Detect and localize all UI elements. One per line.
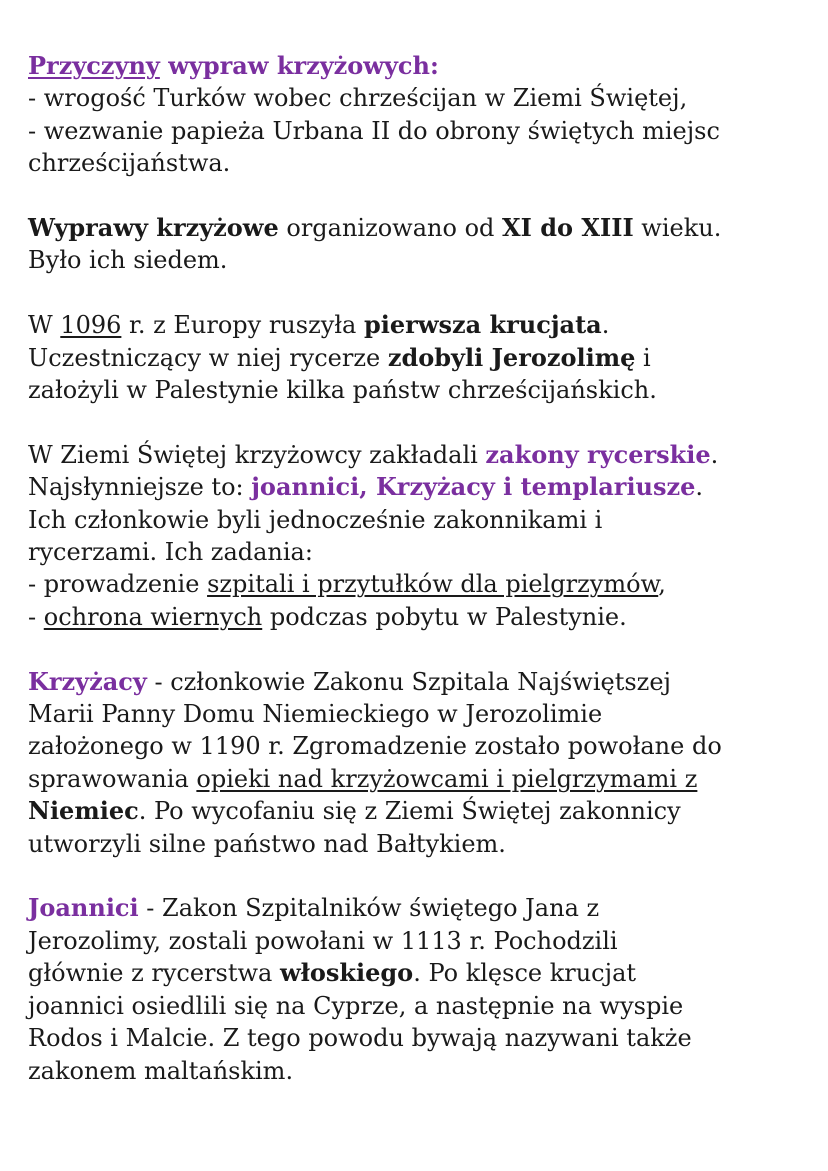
hospitallers-term: Joannici	[28, 893, 139, 923]
first-l2-end: i	[635, 343, 651, 372]
paragraph-gap	[28, 277, 808, 309]
hospitallers-line-6: zakonem maltańskim.	[28, 1056, 294, 1085]
paragraph-gap	[28, 406, 808, 438]
crusades-text: organizowano od	[278, 214, 503, 243]
orders-l5-end: ,	[658, 570, 666, 599]
causes-line-2: - wezwanie papieża Urbana II do obrony świętych miejsc	[28, 116, 720, 145]
orders-task-protection: ochrona wiernych	[43, 602, 263, 631]
teutonic-care: opieki nad krzyżowcami i pielgrzymami z	[196, 764, 698, 793]
orders-l1-start: W Ziemi Świętej krzyżowcy zakładali	[28, 440, 486, 469]
hospitallers-l3-end: . Po klęsce krucjat	[413, 959, 637, 988]
first-line-1	[28, 309, 808, 341]
causes-line-1: - wrogość Turków wobec chrześcijan w Ziemi Świętej,	[28, 84, 688, 113]
orders-line-1	[28, 439, 808, 471]
first-text-end: .	[601, 311, 610, 340]
orders-l5-start: - prowadzenie	[28, 570, 208, 599]
first-line-3: założyli w Palestynie kilka państw chrześcijańskich.	[28, 376, 657, 405]
first-jerusalem: zdobyli Jerozolimę	[387, 342, 636, 372]
orders-line-2	[28, 471, 808, 503]
crusades-text-end: wieku.	[633, 214, 722, 243]
orders-term: zakony rycerskie	[485, 439, 711, 469]
teutonic-l4-start: sprawowania	[28, 764, 197, 793]
orders-l2-end: .	[695, 473, 704, 502]
orders-names: joannici, Krzyżacy i templariusze	[251, 472, 696, 502]
causes-heading	[28, 50, 808, 82]
hospitallers-line-4: joannici osiedlili się na Cyprze, a następnie na wyspie	[28, 991, 684, 1020]
teutonic-line-6: utworzyli silne państwo nad Bałtykiem.	[28, 829, 506, 858]
teutonic-line-2: Marii Panny Domu Niemieckiego w Jerozolimie	[28, 700, 603, 729]
hospitallers-italian: włoskiego	[279, 958, 414, 988]
teutonic-germany: Niemiec	[28, 796, 139, 826]
first-l2-start: Uczestniczący w niej rycerze	[28, 343, 388, 372]
teutonic-line-1	[28, 666, 808, 698]
orders-l6-end: podczas pobytu w Palestynie.	[262, 602, 627, 631]
first-year: 1096	[60, 311, 122, 340]
orders-l1-end: .	[710, 440, 719, 469]
paragraph-gap	[28, 180, 808, 212]
orders-l2-start: Najsłynniejsze to:	[28, 473, 252, 502]
orders-line-4: rycerzami. Ich zadania:	[28, 538, 313, 567]
causes-heading-rest: wypraw krzyżowych:	[159, 51, 439, 80]
teutonic-l1-end: - członkowie Zakonu Szpitala Najświętszej	[146, 667, 671, 696]
paragraph-gap	[28, 633, 808, 665]
orders-line-6	[28, 601, 808, 633]
first-crusade-term: pierwsza krucjata	[364, 310, 602, 340]
orders-task-hospitals: szpitali i przytułków dla pielgrzymów	[207, 570, 659, 599]
crusades-line-1	[28, 212, 808, 244]
teutonic-l5-end: . Po wycofaniu się z Ziemi Świętej zakonnicy	[138, 797, 681, 826]
orders-line-5	[28, 568, 808, 600]
teutonic-line-3: założonego w 1190 r. Zgromadzenie zostało powołane do	[28, 732, 722, 761]
orders-line-3: Ich członkowie byli jednocześnie zakonnikami i	[28, 505, 603, 534]
hospitallers-l1-end: - Zakon Szpitalników świętego Jana z	[138, 894, 600, 923]
hospitallers-line-1	[28, 892, 808, 924]
first-line-2	[28, 342, 808, 374]
crusades-line-2: Było ich siedem.	[28, 246, 228, 275]
crusades-term: Wyprawy krzyżowe	[28, 213, 279, 243]
hospitallers-l3-start: głównie z rycerstwa	[28, 959, 280, 988]
causes-line-3: chrześcijaństwa.	[28, 149, 231, 178]
first-text-start: W	[28, 311, 61, 340]
orders-l6-start: -	[28, 602, 44, 631]
teutonic-term: Krzyżacy	[28, 666, 147, 696]
causes-heading-underlined: Przyczyny	[28, 51, 160, 80]
crusades-centuries: XI do XIII	[502, 213, 634, 243]
first-text-mid: r. z Europy ruszyła	[121, 311, 364, 340]
paragraph-gap	[28, 860, 808, 892]
hospitallers-line-2: Jerozolimy, zostali powołani w 1113 r. Pochodzili	[28, 926, 618, 955]
teutonic-line-4	[28, 763, 808, 795]
teutonic-line-5	[28, 795, 808, 827]
hospitallers-line-3	[28, 957, 808, 989]
hospitallers-line-5: Rodos i Malcie. Z tego powodu bywają nazywani także	[28, 1024, 692, 1053]
